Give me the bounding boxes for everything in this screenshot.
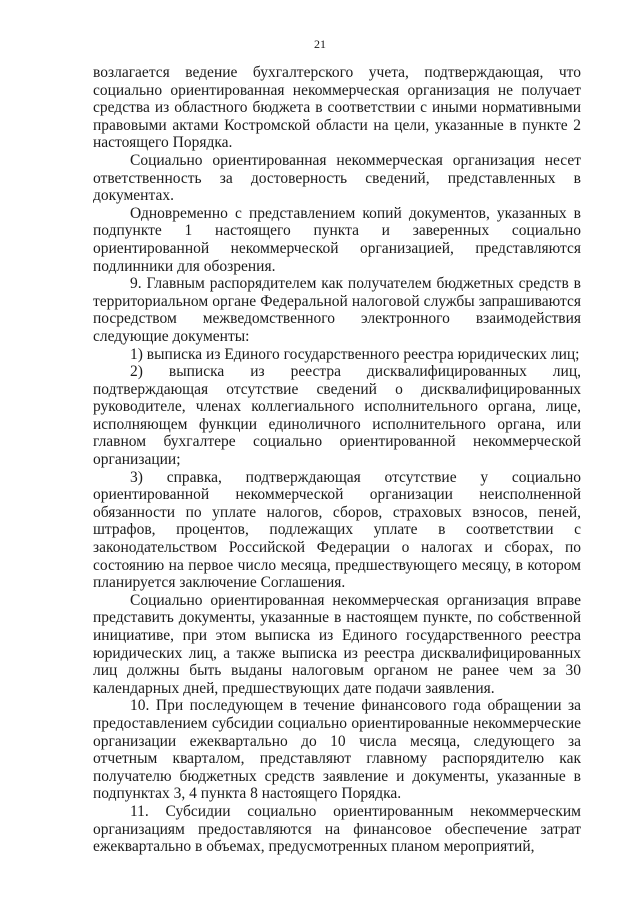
list-item-2: 2) выписка из реестра дисквалифицированных лиц, подтверждающая отсутствие сведений о дисквалифицированных руководителе, членах коллегиального исполнительного органа, лице, исполняющем функции единоличного исполнительного органа, или главном бухгалтере социально ориентированной некоммерческой организации; [93,363,581,469]
list-item-3: 3) справка, подтверждающая отсутствие у социально ориентированной некоммерческой организации неисполненной обязанности по уплате налогов, сборов, страховых взносов, пеней, штрафов, процентов, подлежащих уплате в соответствии с законодательством Российской Федерации о налогах и сборах, по состоянию на первое число месяца, предшествующего месяцу, в котором планируется заключение Соглашения. [93,468,581,592]
list-item-1: 1) выписка из Единого государственного реестра юридических лиц; [130,345,580,363]
section-10-paragraph: 10. При последующем в течение финансового года обращении за предоставлением субсидии социально ориентированные некоммерческие организации ежеквартально до 10 числа месяца, следующего за отчетным кварталом, представляют главному распорядителю как получателю бюджетных средств заявление и документы, указанные в подпунктах 3, 4 пункта 8 настоящего Порядка. [93,697,581,803]
paragraph: Социально ориентированная некоммерческая организация несет ответственность за достоверность сведений, представленных в документах. [93,151,581,205]
document-body [93,64,581,856]
paragraph: Социально ориентированная некоммерческая организация вправе представить документы, указанные в настоящем пункте, по собственной инициативе, при этом выписка из Единого государственного реестра юридических лиц, а также выписка из реестра дисквалифицированных лиц должны быть выданы налоговым органом не ранее чем за 30 календарных дней, предшествующих дате подачи заявления. [93,591,581,697]
paragraph: возлагается ведение бухгалтерского учета, подтверждающая, что социально ориентированная некоммерческая организация не получает средства из областного бюджета в соответствии с иными нормативными правовыми актами Костромской области на цели, указанные в пункте 2 настоящего Порядка. [93,64,581,152]
page-number: 21 [314,37,326,51]
paragraph: Одновременно с представлением копий документов, указанных в подпункте 1 настоящего пункта и заверенных социально ориентированной некоммерческой организацией, представляются подлинники для обозрения. [93,204,581,275]
section-9-paragraph: 9. Главным распорядителем как получателем бюджетных средств в территориальном органе Федеральной налоговой службы запрашиваются посредством межведомственного электронного взаимодействия следующие документы: [93,275,581,345]
section-11-paragraph: 11. Субсидии социально ориентированным некоммерческим организациям предоставляются на финансовое обеспечение затрат ежеквартально в объемах, предусмотренных планом мероприятий, [93,802,581,856]
